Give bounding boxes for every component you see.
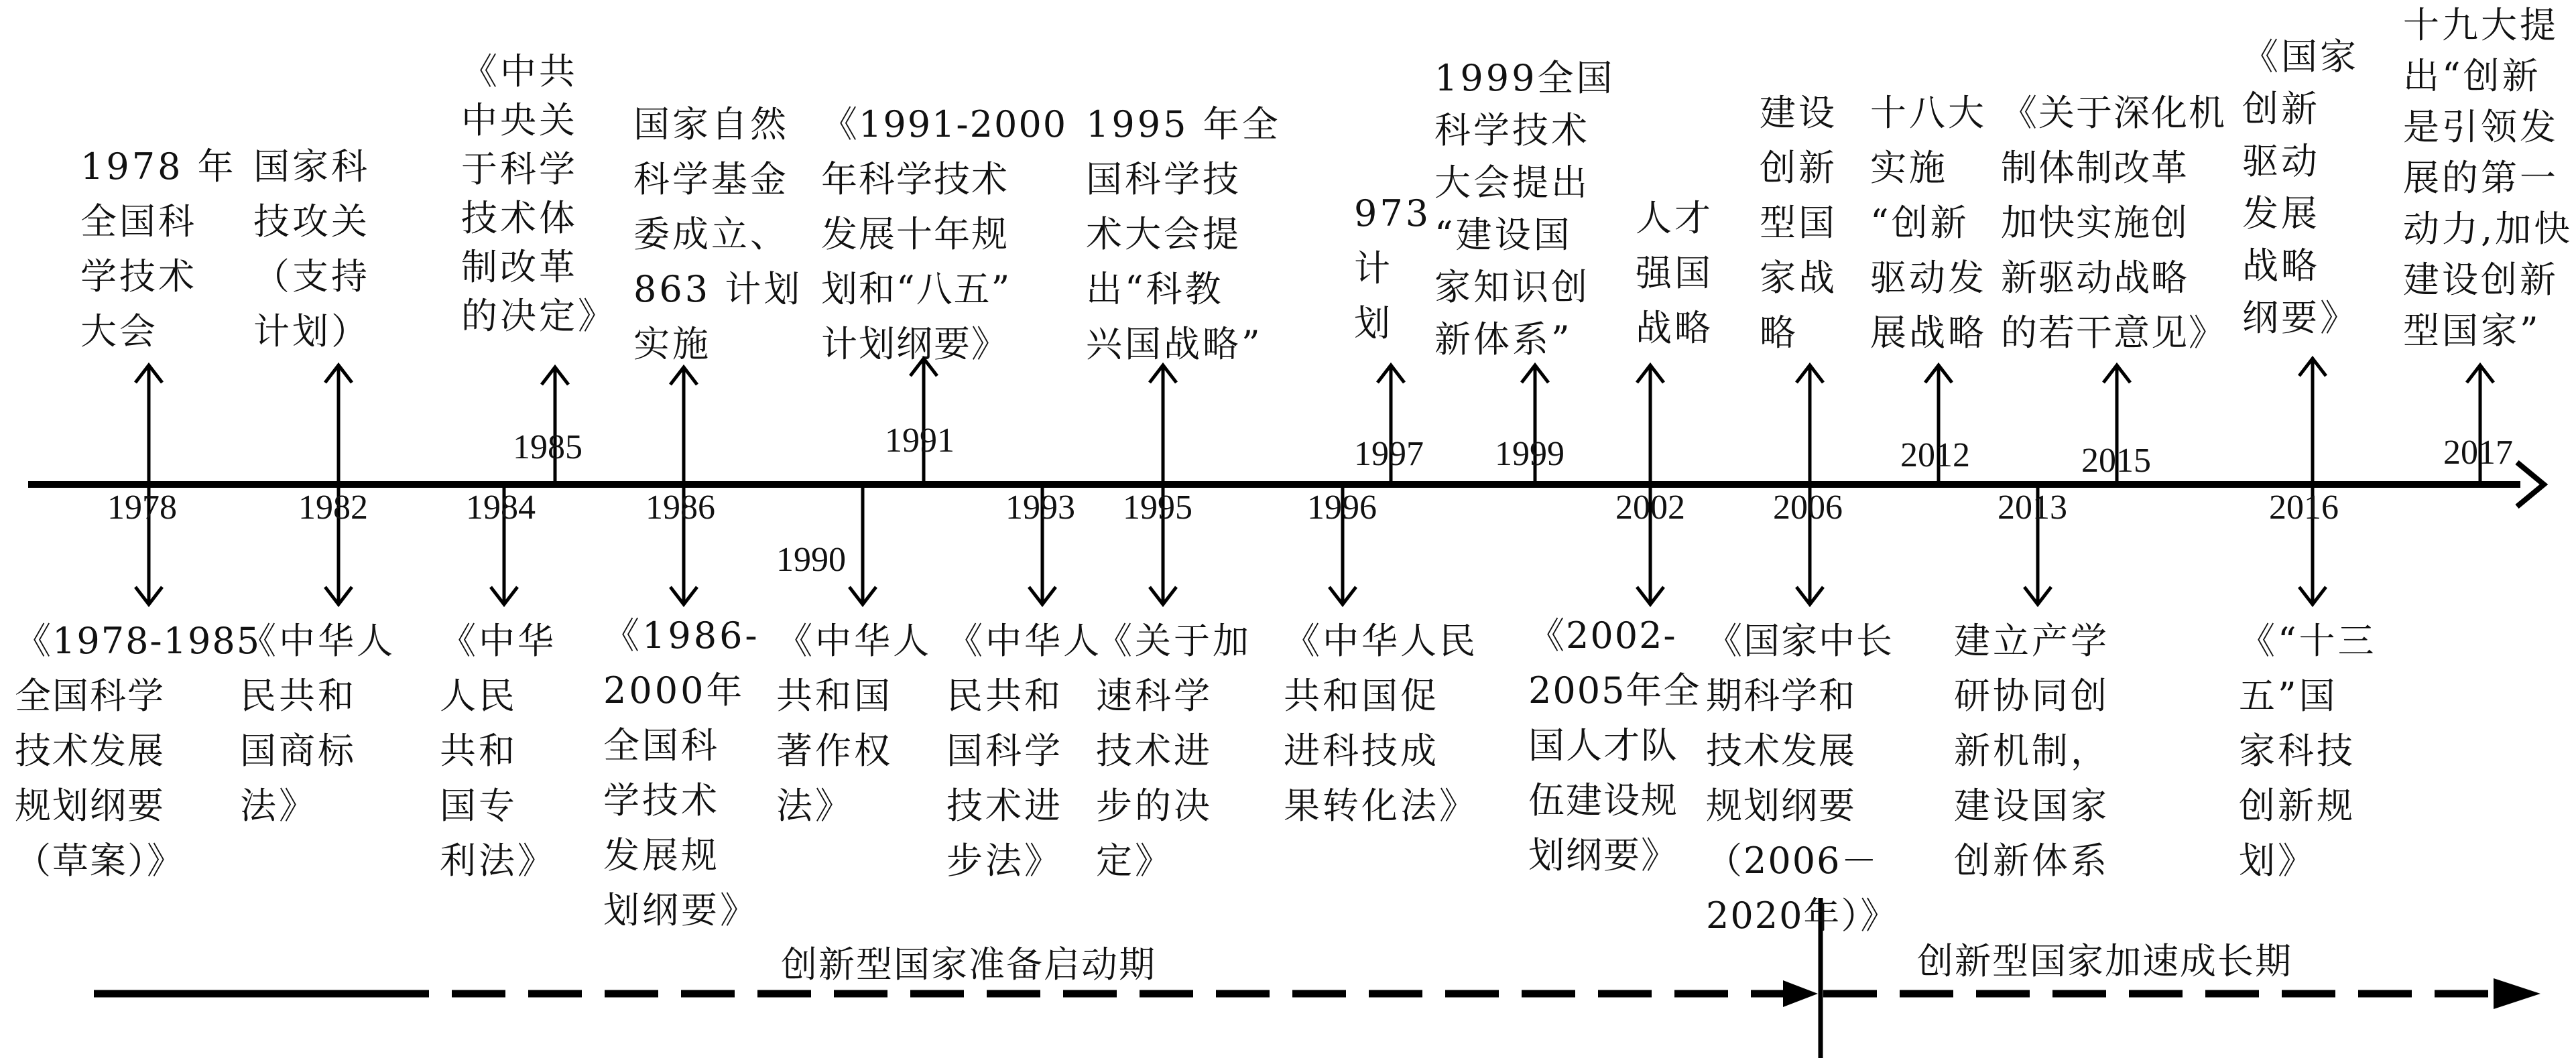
event-text-line: 民共和 bbox=[946, 675, 1063, 717]
event-text-line: “建设国 bbox=[1434, 214, 1573, 256]
event-text-line: 创新规 bbox=[2239, 785, 2355, 827]
event-text-line: 创新 bbox=[2242, 88, 2320, 130]
event-text-line: 展战略 bbox=[1870, 312, 1987, 354]
year-below-axis-1978: 1978 bbox=[107, 488, 177, 527]
year-below-axis-1993: 1993 bbox=[1005, 488, 1075, 527]
event-above-1995-text bbox=[1086, 97, 1281, 372]
event-text-line: 《中华人 bbox=[946, 620, 1102, 662]
year-above-axis-1999: 1999 bbox=[1495, 435, 1565, 473]
phase-label-preparation: 创新型国家准备启动期 bbox=[781, 943, 1156, 986]
event-text-line: 1995 年全 bbox=[1086, 103, 1281, 145]
event-text-line: 家知识创 bbox=[1434, 266, 1590, 308]
year-left-1990: 1990 bbox=[776, 541, 846, 579]
event-text-line: 划和“八五” bbox=[821, 268, 1011, 310]
event-text-line: 发展十年规 bbox=[821, 213, 1009, 255]
event-text-line: 计划纲要》 bbox=[821, 323, 1009, 365]
event-text-line: 《国家 bbox=[2242, 36, 2359, 78]
event-above-1986-text bbox=[633, 97, 802, 372]
year-below-axis-1996: 1996 bbox=[1307, 488, 1377, 527]
event-text-line: 全国科 bbox=[80, 200, 197, 243]
event-text-line: 全国科学 bbox=[15, 675, 165, 717]
year-above-axis-1997: 1997 bbox=[1354, 435, 1424, 473]
timeline-axis-arrowhead bbox=[2517, 462, 2544, 507]
event-below-1995-text bbox=[1096, 614, 1251, 888]
event-text-line: 纲要》 bbox=[2242, 297, 2359, 339]
event-text-line: 共和 bbox=[440, 730, 517, 772]
event-text-line: 国家自然 bbox=[633, 103, 789, 145]
event-text-line: 年科学技术 bbox=[821, 158, 1009, 200]
event-text-line: （支持 bbox=[253, 255, 370, 297]
event-above-2015-text bbox=[2001, 86, 2226, 360]
event-text-line: 《国家中长 bbox=[1706, 620, 1894, 662]
event-text-line: 家战 bbox=[1760, 257, 1837, 299]
year-below-axis-1995: 1995 bbox=[1123, 488, 1192, 527]
event-text-line: 863 计划 bbox=[633, 268, 803, 310]
event-text-line: 建设创新 bbox=[2403, 259, 2559, 301]
event-text-line: 建设 bbox=[1760, 92, 1837, 134]
event-text-line: 委成立、 bbox=[633, 213, 789, 255]
event-above-1982-text bbox=[253, 139, 370, 359]
event-text-line: 展的第一 bbox=[2403, 157, 2559, 199]
event-text-line: 速科学 bbox=[1096, 675, 1213, 717]
event-text-line: 规划纲要 bbox=[1706, 785, 1856, 827]
phase-arrow-2 bbox=[1823, 978, 2540, 1009]
event-text-line: 法》 bbox=[776, 785, 854, 827]
event-text-line: 国人才队 bbox=[1528, 724, 1678, 767]
year-below-axis-2013: 2013 bbox=[1998, 488, 2067, 527]
event-text-line: 动力,加快 bbox=[2403, 208, 2573, 250]
event-text-line: 2020年）》 bbox=[1706, 895, 1898, 937]
event-below-2002-text bbox=[1528, 608, 1701, 883]
event-above-1997-text bbox=[1354, 186, 1431, 351]
year-below-axis-2002: 2002 bbox=[1615, 488, 1685, 527]
event-text-line: 《关于深化机 bbox=[2001, 92, 2226, 134]
event-text-line: 《中华 bbox=[440, 620, 556, 662]
event-text-line: 技术发展 bbox=[1706, 730, 1856, 772]
event-text-line: 发展 bbox=[2242, 192, 2320, 235]
year-above-axis-2017: 2017 bbox=[2443, 434, 2513, 472]
event-text-line: 伍建设规 bbox=[1528, 779, 1678, 821]
year-above-axis-1985: 1985 bbox=[513, 428, 582, 466]
event-text-line: 实施 bbox=[633, 323, 711, 365]
event-text-line: 人才 bbox=[1636, 197, 1713, 239]
event-text-line: 技术发展 bbox=[15, 730, 165, 772]
event-text-line: 创新体系 bbox=[1954, 840, 2109, 882]
event-text-line: 强国 bbox=[1636, 252, 1713, 294]
event-text-line: 计 bbox=[1354, 247, 1393, 289]
event-text-line: 加快实施创 bbox=[2001, 202, 2189, 244]
phase-arrow-2-head bbox=[2494, 978, 2540, 1009]
event-text-line: 《“十三 bbox=[2239, 620, 2377, 662]
event-text-line: 兴国战略” bbox=[1086, 323, 1263, 365]
event-text-line: 制体制改革 bbox=[2001, 147, 2189, 189]
event-text-line: 进科技成 bbox=[1284, 730, 1439, 772]
event-text-line: 步法》 bbox=[946, 840, 1063, 882]
event-text-line: 大会 bbox=[80, 310, 158, 352]
event-text-line: 出“科教 bbox=[1086, 268, 1224, 310]
event-text-line: 利法》 bbox=[440, 840, 556, 882]
event-text-line: 《1991-2000 bbox=[821, 103, 1068, 145]
year-below-axis-2006: 2006 bbox=[1773, 488, 1843, 527]
year-above-axis-1991: 1991 bbox=[885, 421, 955, 460]
event-text-line: 人民 bbox=[440, 675, 517, 717]
event-text-line: 技术体 bbox=[461, 197, 578, 239]
event-text-line: 著作权 bbox=[776, 730, 893, 772]
event-text-line: 技术进 bbox=[1096, 730, 1213, 772]
event-text-line: 国科学技 bbox=[1086, 158, 1241, 200]
event-text-line: 新体系” bbox=[1434, 318, 1573, 360]
event-text-line: 战略 bbox=[2242, 245, 2320, 287]
year-below-axis-1986: 1986 bbox=[646, 488, 715, 527]
phase-label-acceleration: 创新型国家加速成长期 bbox=[1917, 940, 2292, 982]
event-text-line: 于科学 bbox=[461, 148, 578, 190]
event-above-2017-text bbox=[2403, 0, 2573, 356]
event-text-line: 战略 bbox=[1636, 307, 1713, 349]
phase-arrow-1-head bbox=[1783, 980, 1818, 1007]
event-text-line: 驱动 bbox=[2242, 140, 2320, 182]
event-text-line: 新驱动战略 bbox=[2001, 257, 2189, 299]
event-above-1999-text bbox=[1434, 52, 1615, 366]
event-text-line: 划》 bbox=[2239, 840, 2317, 882]
event-text-line: 略 bbox=[1760, 312, 1798, 354]
year-above-axis-2015: 2015 bbox=[2081, 442, 2151, 480]
event-text-line: 新机制， bbox=[1954, 730, 2109, 772]
event-text-line: 划 bbox=[1354, 302, 1393, 344]
event-text-line: 划纲要》 bbox=[1528, 834, 1678, 876]
event-text-line: 计划） bbox=[253, 310, 370, 352]
event-text-line: 科学基金 bbox=[633, 158, 789, 200]
event-text-line: 家科技 bbox=[2239, 730, 2355, 772]
event-text-line: 《2002- bbox=[1528, 614, 1677, 657]
event-text-line: 《关于加 bbox=[1096, 620, 1251, 662]
event-text-line: 科学技术 bbox=[1434, 109, 1590, 151]
event-text-line: （草案）》 bbox=[15, 840, 184, 882]
event-below-1982-text bbox=[240, 614, 395, 834]
event-text-line: 学技术 bbox=[603, 779, 720, 821]
event-text-line: 果转化法》 bbox=[1284, 785, 1478, 827]
event-text-line: 学技术 bbox=[80, 255, 197, 297]
event-text-line: 技攻关 bbox=[253, 200, 370, 243]
event-text-line: 出“创新 bbox=[2403, 55, 2541, 97]
event-text-line: 的决定》 bbox=[461, 295, 617, 337]
event-above-1991-text bbox=[821, 97, 1067, 372]
event-below-1990-text bbox=[776, 614, 932, 834]
event-text-line: 创新 bbox=[1760, 147, 1837, 189]
year-above-axis-2012: 2012 bbox=[1900, 436, 1970, 474]
event-text-line: 中央关 bbox=[461, 99, 578, 141]
event-text-line: 1999全国 bbox=[1434, 57, 1615, 99]
event-text-line: 共和国促 bbox=[1284, 675, 1439, 717]
event-text-line: 国专 bbox=[440, 785, 517, 827]
event-text-line: 民共和 bbox=[240, 675, 357, 717]
event-above-1985-text bbox=[461, 47, 617, 340]
event-text-line: 1978 年 bbox=[80, 145, 237, 188]
event-text-line: 《1978-1985 bbox=[15, 620, 261, 662]
event-text-line: 建立产学 bbox=[1954, 620, 2109, 662]
event-above-2006-text bbox=[1760, 86, 1837, 360]
event-above-2016-text bbox=[2242, 31, 2359, 344]
year-below-axis-1984: 1984 bbox=[466, 488, 536, 527]
event-text-line: 《中共 bbox=[461, 50, 578, 92]
event-text-line: 驱动发 bbox=[1870, 257, 1987, 299]
event-text-line: 《中华人民 bbox=[1284, 620, 1478, 662]
event-text-line: 研协同创 bbox=[1954, 675, 2109, 717]
event-below-1986-text bbox=[603, 608, 760, 938]
event-text-line: 术大会提 bbox=[1086, 213, 1241, 255]
event-below-1993-text bbox=[946, 614, 1102, 888]
event-text-line: 型国家” bbox=[2403, 310, 2541, 352]
event-text-line: 2000年 bbox=[603, 669, 745, 712]
event-text-line: 国科学 bbox=[946, 730, 1063, 772]
event-text-line: 共和国 bbox=[776, 675, 893, 717]
event-text-line: 型国 bbox=[1760, 202, 1837, 244]
event-below-1978-text bbox=[15, 614, 261, 888]
event-text-line: 建设国家 bbox=[1954, 785, 2109, 827]
event-text-line: 步的决 bbox=[1096, 785, 1213, 827]
event-text-line: 实施 bbox=[1870, 147, 1948, 189]
event-text-line: 全国科 bbox=[603, 724, 720, 767]
event-text-line: 是引领发 bbox=[2403, 106, 2559, 148]
event-above-2012-text bbox=[1870, 86, 1987, 360]
event-below-1996-text bbox=[1284, 614, 1478, 834]
event-text-line: 大会提出 bbox=[1434, 161, 1590, 204]
event-text-line: 《1986- bbox=[603, 614, 760, 657]
year-below-axis-1982: 1982 bbox=[298, 488, 368, 527]
year-below-axis-2016: 2016 bbox=[2269, 488, 2339, 527]
event-text-line: “创新 bbox=[1870, 202, 1969, 244]
event-text-line: 技术进 bbox=[946, 785, 1063, 827]
event-text-line: 2005年全 bbox=[1528, 669, 1701, 712]
event-text-line: 规划纲要 bbox=[15, 785, 165, 827]
event-text-line: 期科学和 bbox=[1706, 675, 1856, 717]
event-text-line: 划纲要》 bbox=[603, 889, 759, 931]
event-below-2013-text bbox=[1954, 614, 2109, 888]
event-below-2006-text bbox=[1706, 614, 1898, 943]
event-text-line: 的若干意见》 bbox=[2001, 312, 2226, 354]
event-text-line: 制改革 bbox=[461, 246, 578, 288]
event-text-line: 定》 bbox=[1096, 840, 1174, 882]
event-text-line: （2006－ bbox=[1706, 840, 1879, 882]
event-text-line: 国家科 bbox=[253, 145, 370, 188]
event-text-line: 五”国 bbox=[2239, 675, 2338, 717]
event-text-line: 973 bbox=[1354, 192, 1432, 235]
event-text-line: 十九大提 bbox=[2403, 4, 2559, 46]
event-below-1984-text bbox=[440, 614, 556, 888]
event-text-line: 《中华人 bbox=[776, 620, 932, 662]
event-text-line: 国商标 bbox=[240, 730, 357, 772]
event-above-2002-text bbox=[1636, 191, 1713, 356]
event-above-1978-text bbox=[80, 139, 237, 359]
event-text-line: 《中华人 bbox=[240, 620, 395, 662]
event-below-2016-text bbox=[2239, 614, 2377, 888]
event-text-line: 法》 bbox=[240, 785, 318, 827]
event-text-line: 发展规 bbox=[603, 834, 720, 876]
event-text-line: 十八大 bbox=[1870, 92, 1987, 134]
